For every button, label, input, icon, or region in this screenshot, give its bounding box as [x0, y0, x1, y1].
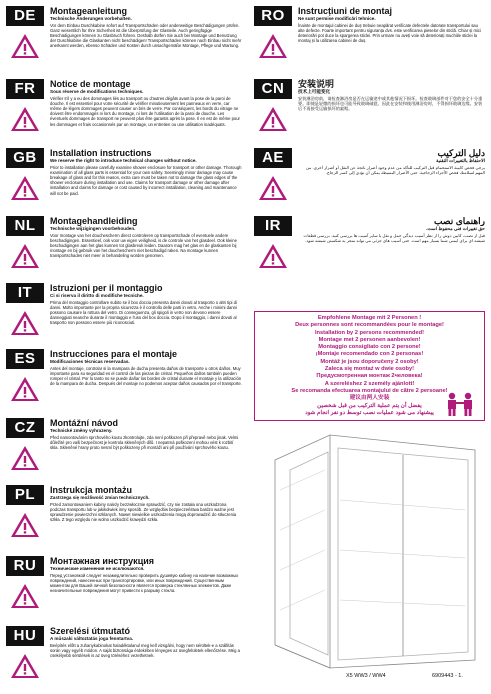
two-persons-icon — [442, 392, 478, 416]
lang-block-fr — [6, 79, 242, 141]
lang-text — [298, 79, 485, 132]
lang-code: RU — [6, 556, 44, 576]
lang-title: Istruzioni per il montaggio — [50, 283, 163, 293]
lang-subtitle: حق تغییرات فنی محفوظ است. — [426, 226, 485, 231]
two-persons-line: يفضل أن يتم عملية التركيب من قبل شخصين — [317, 402, 422, 409]
lang-body: Prior to installation please carefully examine shower enclosure for transport or other damage. Thorough examination of all glass parts is essential for your own safety. Seemingly minor damage may cause breakage of glass and for this reason, extra care must be taken not to damage the glass edges of the shower enclosure during installation and use. Claims for transport damage or other damage after installation and claims for damage or cost caused by incorrect installation, cleaning and maintenance will not be paid. — [50, 164, 242, 196]
two-persons-line: Zaleca się montaż w dwie osoby! — [324, 366, 415, 373]
warning-icon — [10, 376, 40, 402]
warning-icon — [10, 445, 40, 471]
lang-code: PL — [6, 485, 44, 505]
lang-title: Installation instructions — [50, 148, 152, 158]
two-persons-line: Предусмотренная монтаж 2человека! — [316, 373, 423, 380]
lang-code: IR — [254, 216, 292, 236]
lang-block-ru — [6, 556, 242, 618]
warning-icon — [10, 310, 40, 336]
two-persons-line: پیشنهاد می شود عملیات نصب توسط دو نفر انجام شود — [305, 409, 434, 416]
lang-code: GB — [6, 148, 44, 168]
model-label: X5 WW3 / WW4 — [346, 673, 386, 679]
lang-text — [50, 79, 242, 132]
lang-block-ir — [254, 216, 485, 278]
lang-code: CN — [254, 79, 292, 99]
lang-subtitle: Sous réserve de modifications techniques. — [50, 89, 144, 94]
lang-body: Перед установкой следует незамедлительно проверить душевую кабину на наличие возможных повреждений, нанесенных при транспортировке, или иных повреждений. Существенным моментом для Вашей личной безопасности является проверка стеклянных элементов. Даже незначительные повреждения могут привести к разрыву стекла. — [50, 572, 239, 594]
warning-icon — [258, 243, 288, 269]
lang-text — [50, 216, 242, 269]
lang-block-ro — [254, 6, 485, 68]
two-persons-line: Deux personnes sont recommandées pour le montage! — [295, 322, 444, 329]
lang-block-cz — [6, 418, 242, 480]
warning-icon — [10, 512, 40, 538]
lang-code: FR — [6, 79, 44, 99]
lang-code: HU — [6, 626, 44, 646]
warning-icon — [10, 106, 40, 132]
lang-body: Przed zamontowaniem kabiny należy bezzwłocznie sprawdzić, czy nie została ona uszkodzona podczas transportu lub w jakikolwiek inny sposób. Ze względów bezpieczeństwa bardzo ważne jest sprawdzenie powierzchni szklanych. Nawet niewielkie uszkodzenia mogą doprowadzić do stłuczenia szkła. Z tego względu nie wolno uszkodzić krawędzi szkła. — [50, 501, 237, 523]
lang-code: AE — [254, 148, 292, 168]
lang-title: Montagehandleiding — [50, 216, 138, 226]
lang-title: راهنمای نصب — [434, 216, 485, 226]
lang-title: Монтажная инструкция — [50, 556, 155, 566]
warning-icon — [258, 33, 288, 59]
two-persons-line: 建议由两人安装 — [349, 395, 390, 402]
lang-body: Před namontováním sprchového koutu zkontrolujte, zda není poškozen při přepravě nebo jinak. Velmi důležité pro vaši bezpečnost je kontrola skleněných dílů. I nepatrná poškození mohou vést k rozbití skla. Skleněné hrany proto nesmí být poškozeny při montáži ani při používání sprchového koutu. — [50, 434, 239, 450]
warning-icon — [258, 106, 288, 132]
two-persons-line: ¡Montaje recomendado con 2 personas! — [315, 351, 424, 358]
lang-subtitle: A műszaki változtatás joga fenntartva. — [50, 636, 134, 641]
shower-enclosure-illustration — [270, 430, 480, 670]
lang-block-de — [6, 6, 242, 68]
lang-title: Szerelési útmutató — [50, 626, 131, 636]
lang-block-it — [6, 283, 242, 345]
lang-text — [298, 6, 485, 59]
warning-icon — [10, 243, 40, 269]
lang-body: Antes del montaje, controlar si la mampara de ducha presenta daños de transporte u otros daños. Muy importante para su seguridad es el control de las piezas de cristal. Pequeños daños también pueden romper el cristal. Por lo tanto no se puede dañar los bordes de cristal durante el montaje y la utilización de la mampara de ducha. Después del montaje no podemos aceptar daños causados por el transporte. — [50, 365, 242, 387]
lang-title: Instrucțiuni de montaj — [298, 6, 393, 16]
lang-body: Beépítés előtt a zuhanykabinokat haladéktalanul meg kell vizsgálni, hogy nem sérültek-e a szállítás során vagy egyéb módon. A saját biztonsága érdekében lényeges az üvegfelületek ellenőrzése. Még a csekélyebb sérülések is az üveg töréséhez vezethetnek. — [50, 642, 240, 658]
lang-text — [298, 216, 485, 269]
two-persons-line: Installation by 2 persons recommended! — [314, 329, 425, 336]
lang-title: Instrucciones para el montaje — [50, 349, 178, 359]
warning-icon — [258, 175, 288, 201]
warning-icon — [10, 583, 40, 609]
lang-block-pl — [6, 485, 242, 547]
lang-subtitle: We reserve the right to introduce technical changes without notice. — [50, 158, 197, 163]
two-persons-line: Se recomanda efectuarea montajului de către 2 persoane! — [291, 387, 448, 394]
lang-body: قبل از نصب، کابین دوش را از نظر آسیب دیدگی حمل و نقل یا سایر آسیب ها بررسی کنید. بررسی قطعات شیشه ای برای ایمنی شما بسیار مهم است. حتی آسیب های جزئی می تواند منجر به شکستن شیشه شود. — [303, 232, 485, 243]
two-persons-line: A szereléshez 2 személy ajánlott! — [324, 380, 415, 387]
lang-subtitle: Ne sunt permise modificări tehnice. — [298, 16, 376, 21]
lang-subtitle: Technische Änderungen vorbehalten. — [50, 16, 132, 21]
lang-subtitle: Zastrzega się możliwość zmian technicznych. — [50, 495, 150, 500]
lang-body: 安装淋浴房前，请检查淋浴房是否在运输途中或其他情况下损坏。检查玻璃部件对于您的安全十分重要。即使是轻微的损坏也可能导致玻璃破裂。因此在安装和使用淋浴房时，不得损坏玻璃边缘。安装后不再接受运输损坏的索赔。 — [298, 95, 483, 111]
lang-text — [50, 556, 242, 609]
lang-text — [50, 6, 242, 59]
document-number: 6909443 - 1. — [432, 673, 463, 679]
lang-subtitle: 技术上可能变化 — [298, 89, 331, 94]
lang-code: CZ — [6, 418, 44, 438]
lang-text — [50, 283, 242, 336]
lang-code: DE — [6, 6, 44, 26]
lang-text — [298, 148, 485, 201]
lang-title: دليل التركيب — [437, 148, 485, 158]
lang-code: NL — [6, 216, 44, 236]
warning-icon — [10, 175, 40, 201]
lang-text — [50, 349, 242, 402]
lang-block-cn — [254, 79, 485, 141]
two-persons-line: Montaggio consigliato con 2 persone! — [318, 344, 421, 351]
lang-code: RO — [254, 6, 292, 26]
lang-title: Montageanleitung — [50, 6, 127, 16]
lang-subtitle: Technické změny vyhrazeny. — [50, 428, 113, 433]
lang-body: Înainte de montajul cabinei de duș trebuie neapărat verificate defectele datorate transportului sau alte defecte. Foarte important pentru siguranța dvs. este verificarea pieselor din sticlă. Chiar și mici deteriorări pot duce la spargerea sticlei. Prin urmare nu aveți voie să deteriorați muchiile sticlei la montaj și la utilizarea cabinei de duș. — [298, 22, 481, 44]
lang-text — [50, 626, 242, 679]
lang-subtitle: الاحتفاظ بالتغييرات التقنية — [436, 158, 485, 163]
lang-body: Voor montage van het douchescherm direct controleren op transportschade of eventuele andere beschadigingen. Essentieel, ook voor uw eigen veiligheid, is de controle van het glasdeel. Ook kleine beschadigingen aan het glas kunnen tot glasbreuk leiden. Daarom mag het glas en de glaskanten bij montage en bij gebruik van het douchescherm niet beschadigd raken. Na montage kunnen transportschades niet meer in behandeling worden genomen. — [50, 232, 237, 259]
lang-subtitle: Технические изменения не исключаются. — [50, 566, 145, 571]
lang-block-hu — [6, 626, 242, 688]
warning-icon — [10, 33, 40, 59]
lang-subtitle: Ci si riserva il diritto di modifiche tecniche. — [50, 293, 144, 298]
lang-code: IT — [6, 283, 44, 303]
lang-title: 安装说明 — [298, 79, 335, 89]
warning-icon — [10, 653, 40, 679]
lang-text — [50, 418, 242, 471]
lang-text — [50, 485, 242, 538]
lang-title: Montážní návod — [50, 418, 118, 428]
lang-code: ES — [6, 349, 44, 369]
lang-text — [50, 148, 242, 201]
lang-block-gb — [6, 148, 242, 210]
two-persons-line: Empfohlene Montage mit 2 Personen ! — [317, 315, 422, 321]
lang-subtitle: Technische wijzigingen voorbehouden. — [50, 226, 136, 231]
lang-block-es — [6, 349, 242, 411]
lang-body: Vérifier s'il y a eu des dommages liés au transport ou d'autres dégâts avant la pose de la paroi de douche. Il est essentiel pour votre sécurité de vérifier minutieusement les panneaux en verre, car même de légers dommages peuvent causer un bris de verre. Par conséquent, les bords du vitrage ne doivent être endommagés ni lors du montage, ni lors de l'utilisation de la paroi de douche. Les éventuels dommages de transport ne peuvent plus être garantis après la pose. Il en est de même pour les dommages et frais occasionnés par un montage, un entretien ou une utilisation inadéquats. — [50, 95, 240, 127]
lang-block-nl — [6, 216, 242, 278]
lang-subtitle: Modificaciones técnicas reservadas. — [50, 359, 130, 364]
lang-title: Instrukcja montażu — [50, 485, 133, 495]
lang-body: يرجى فحص كابينة الاستحمام قبل التركيب للتأكد من عدم وجود أضرار ناتجة عن النقل أو أضرار أخرى. من المهم لسلامتك فحص الأجزاء الزجاجية. حتى الأضرار البسيطة يمكن أن تؤدي إلى كسر الزجاج. — [305, 164, 485, 175]
lang-body: Vor dem Einbau Duschkabine sofort auf Transportschäden oder anderweitige Beschädigungen prüfen. Ganz wesentlich für Ihre Sicherheit ist die Überprüfung der Glasteile. Auch geringfügige Beschädigungen können zu Glasbruch führen. Deshalb dürfen Sie auch bei Montage und Benutzung der Duschkabine die Glaskanten nicht beschädigen! Transportschäden können nach Einbau nicht mehr anerkannt werden, ebenso Schäden und Kosten durch unsachgemäße Montage, Pflege und Wartung. — [50, 22, 242, 49]
lang-title: Notice de montage — [50, 79, 131, 89]
two-persons-line: Montage met 2 personen aanbevolen! — [318, 336, 421, 343]
two-persons-notice — [254, 311, 485, 421]
lang-block-ae — [254, 148, 485, 210]
lang-body: Prima del montaggio controllare subito se il box doccia presenta danni dovuti al trasporto o altri tipi di danni. Molto importante per la propria sicurezza è il controllo delle parti in vetro. Anche i minimi danni possono causare la rottura del vetro. Di conseguenza, gli spigoli in vetro non devono essere danneggiati neanche durante il montaggio e l'uso del box doccia. Dopo il montaggio, i danni dovuti al trasporto non possono essere più riconosciuti. — [50, 299, 237, 326]
two-persons-line: Montáž je jsou doporučeny 2 osoby! — [320, 358, 419, 365]
